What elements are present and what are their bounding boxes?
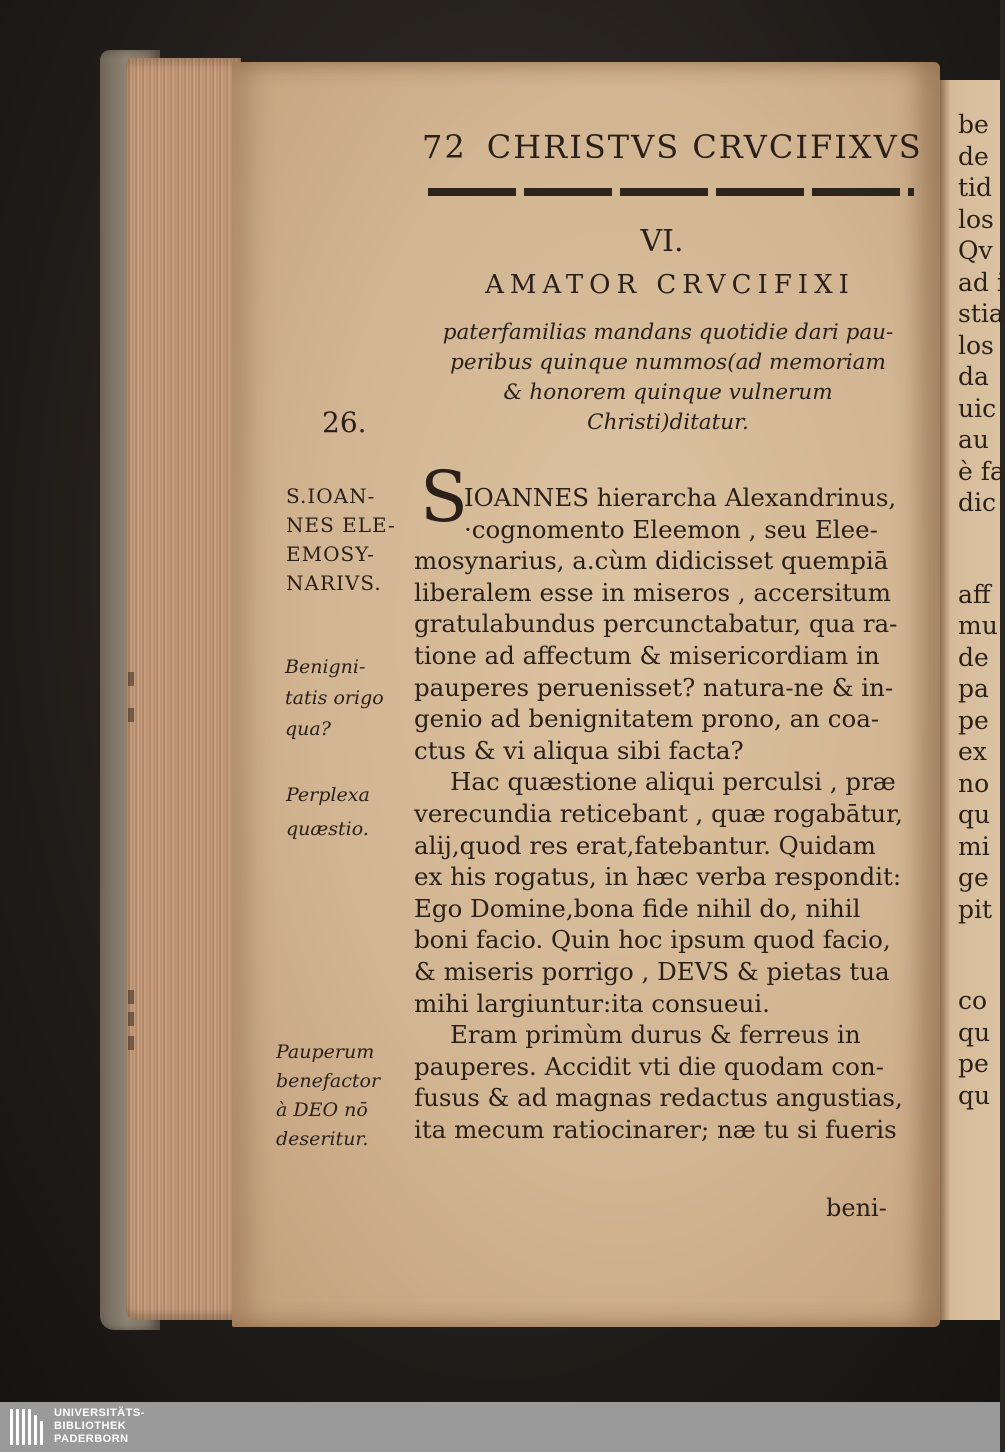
marginal-line: Perplexa xyxy=(286,784,370,806)
facing-page-fragment: è fa xyxy=(958,456,1005,486)
body-line: pauperes peruenisset? natura-ne & in- xyxy=(414,672,894,702)
facing-page-fragment: mu xyxy=(958,611,998,640)
facing-page-fragment: de xyxy=(958,141,989,171)
body-line: boni facio. Quin hoc ipsum quod facio, xyxy=(414,925,891,955)
section-subtitle xyxy=(418,318,918,438)
body-line: verecundia reticebant , quæ rogabātur, xyxy=(414,798,903,828)
subtitle-line: paterfamilias mandans quotidie dari pau- xyxy=(442,320,894,345)
library-name xyxy=(54,1407,145,1446)
marginal-line: NES ELE- xyxy=(286,513,396,537)
edge-mark xyxy=(128,1012,134,1026)
facing-page-fragment: pit xyxy=(958,894,993,924)
marginal-line: à DEO nō xyxy=(276,1099,368,1121)
facing-page-fragment: no xyxy=(958,768,990,798)
body-line: Eram primùm durus & ferreus in xyxy=(450,1020,861,1050)
body-line: mihi largiuntur:ita consueui. xyxy=(414,988,770,1018)
body-line: gratulabundus percunctabatur, qua ra- xyxy=(414,609,898,639)
facing-page-fragment: aff xyxy=(958,579,991,609)
section-number: VI. xyxy=(640,224,684,259)
facing-page-fragment: dic xyxy=(958,488,997,517)
library-name-line: UNIVERSITÄTS- xyxy=(54,1407,145,1419)
marginal-line: EMOSY- xyxy=(286,542,375,566)
header-rule xyxy=(428,188,914,196)
edge-mark xyxy=(128,708,134,722)
facing-page-fragment: ex xyxy=(958,737,987,766)
facing-page-fragment: be xyxy=(958,110,989,139)
facing-page-fragment: pe xyxy=(958,705,989,735)
edge-mark xyxy=(128,990,134,1004)
facing-page-fragment: pe xyxy=(958,1049,989,1078)
body-line: mosynarius, a.cùm didicisset quempiā xyxy=(414,546,889,576)
facing-page-fragment: los xyxy=(958,330,994,360)
marginal-note-perplexa xyxy=(286,778,370,846)
facing-page-fragment: tid xyxy=(958,173,993,202)
subtitle-line: peribus quinque nummos(ad memoriam xyxy=(450,350,886,375)
marginal-line: Pauperum xyxy=(276,1041,375,1063)
body-line: & miseris porrigo , DEVS & pietas tua xyxy=(414,956,890,986)
library-name-line: BIBLIOTHEK xyxy=(54,1420,127,1432)
library-logo-icon xyxy=(8,1407,46,1447)
page-number: 72 xyxy=(422,128,467,166)
facing-page-fragment: co xyxy=(958,986,988,1015)
facing-page-fragment: ad i xyxy=(958,267,1005,297)
facing-page-fragment: qu xyxy=(958,1080,991,1110)
body-line: Ego Domine,bona fide nihil do, nihil xyxy=(414,893,861,923)
marginal-line: benefactor xyxy=(276,1070,381,1092)
body-text xyxy=(414,482,914,1145)
body-line: ex his rogatus, in hæc verba respondit: xyxy=(414,862,902,892)
body-line: liberalem esse in miseros , accersitum xyxy=(414,577,891,607)
facing-page-fragment: ge xyxy=(958,863,989,892)
subtitle-line: & honorem quinque vulnerum xyxy=(503,380,833,405)
body-line: Hac quæstione aliqui perculsi , præ xyxy=(450,767,896,797)
facing-page-fragment: au xyxy=(958,425,990,454)
marginal-line: NARIVS. xyxy=(286,571,382,595)
marginal-line: qua? xyxy=(285,718,331,740)
edge-mark xyxy=(128,672,134,686)
subtitle-line: Christi)ditatur. xyxy=(587,410,749,435)
paragraph-number: 26. xyxy=(322,406,367,439)
marginal-line: Benigni- xyxy=(285,656,366,678)
library-footer xyxy=(0,1402,1000,1452)
running-head xyxy=(422,128,923,172)
facing-page-fragment: qu xyxy=(958,800,991,829)
body-line: IOANNES hierarcha Alexandrinus, xyxy=(464,483,897,512)
marginal-line: S.IOAN- xyxy=(286,484,376,508)
marginal-line: deseritur. xyxy=(276,1128,369,1150)
marginal-saint-name xyxy=(286,482,396,598)
facing-page-fragment: los xyxy=(958,204,994,234)
facing-page-fragment: de xyxy=(958,642,989,672)
body-line: pauperes. Accidit vti die quodam con- xyxy=(414,1051,884,1081)
marginal-note-pauperum xyxy=(276,1038,380,1154)
facing-page-fragment: Qv xyxy=(958,236,993,265)
facing-page-fragment: pa xyxy=(958,674,989,703)
edge-mark xyxy=(128,1036,134,1050)
marginal-note-benignitatis xyxy=(285,652,384,745)
facing-page-fragment: qu xyxy=(958,1017,991,1047)
body-line: fusus & ad magnas redactus angustias, xyxy=(414,1083,903,1113)
facing-page-fragment: mi xyxy=(958,831,990,861)
section-title: AMATOR CRVCIFIXI xyxy=(485,270,855,300)
body-line: alij,quod res erat,fatebantur. Quidam xyxy=(414,830,876,860)
drop-cap: S xyxy=(420,456,468,538)
facing-page-fragment: uic xyxy=(958,393,997,423)
facing-page xyxy=(940,80,1005,1320)
body-line: ita mecum ratiocinarer; næ tu si fueris xyxy=(414,1114,897,1144)
marginal-line: tatis origo xyxy=(285,687,384,709)
library-name-line: PADERBORN xyxy=(54,1433,129,1445)
body-line: tione ad affectum & misericordiam in xyxy=(414,640,880,670)
marginal-line: quæstio. xyxy=(286,818,369,840)
running-head-title: CHRISTVS CRVCIFIXVS xyxy=(486,128,923,166)
body-line: genio ad benignitatem prono, an coa- xyxy=(414,704,880,734)
body-line: ctus & vi aliqua sibi facta? xyxy=(414,735,744,765)
page-block-edges xyxy=(126,58,241,1320)
catchword: beni- xyxy=(826,1194,887,1222)
facing-page-fragment: da xyxy=(958,362,989,391)
body-line: ·cognomento Eleemon , seu Elee- xyxy=(464,514,878,544)
facing-page-fragment: stia xyxy=(958,299,1004,328)
